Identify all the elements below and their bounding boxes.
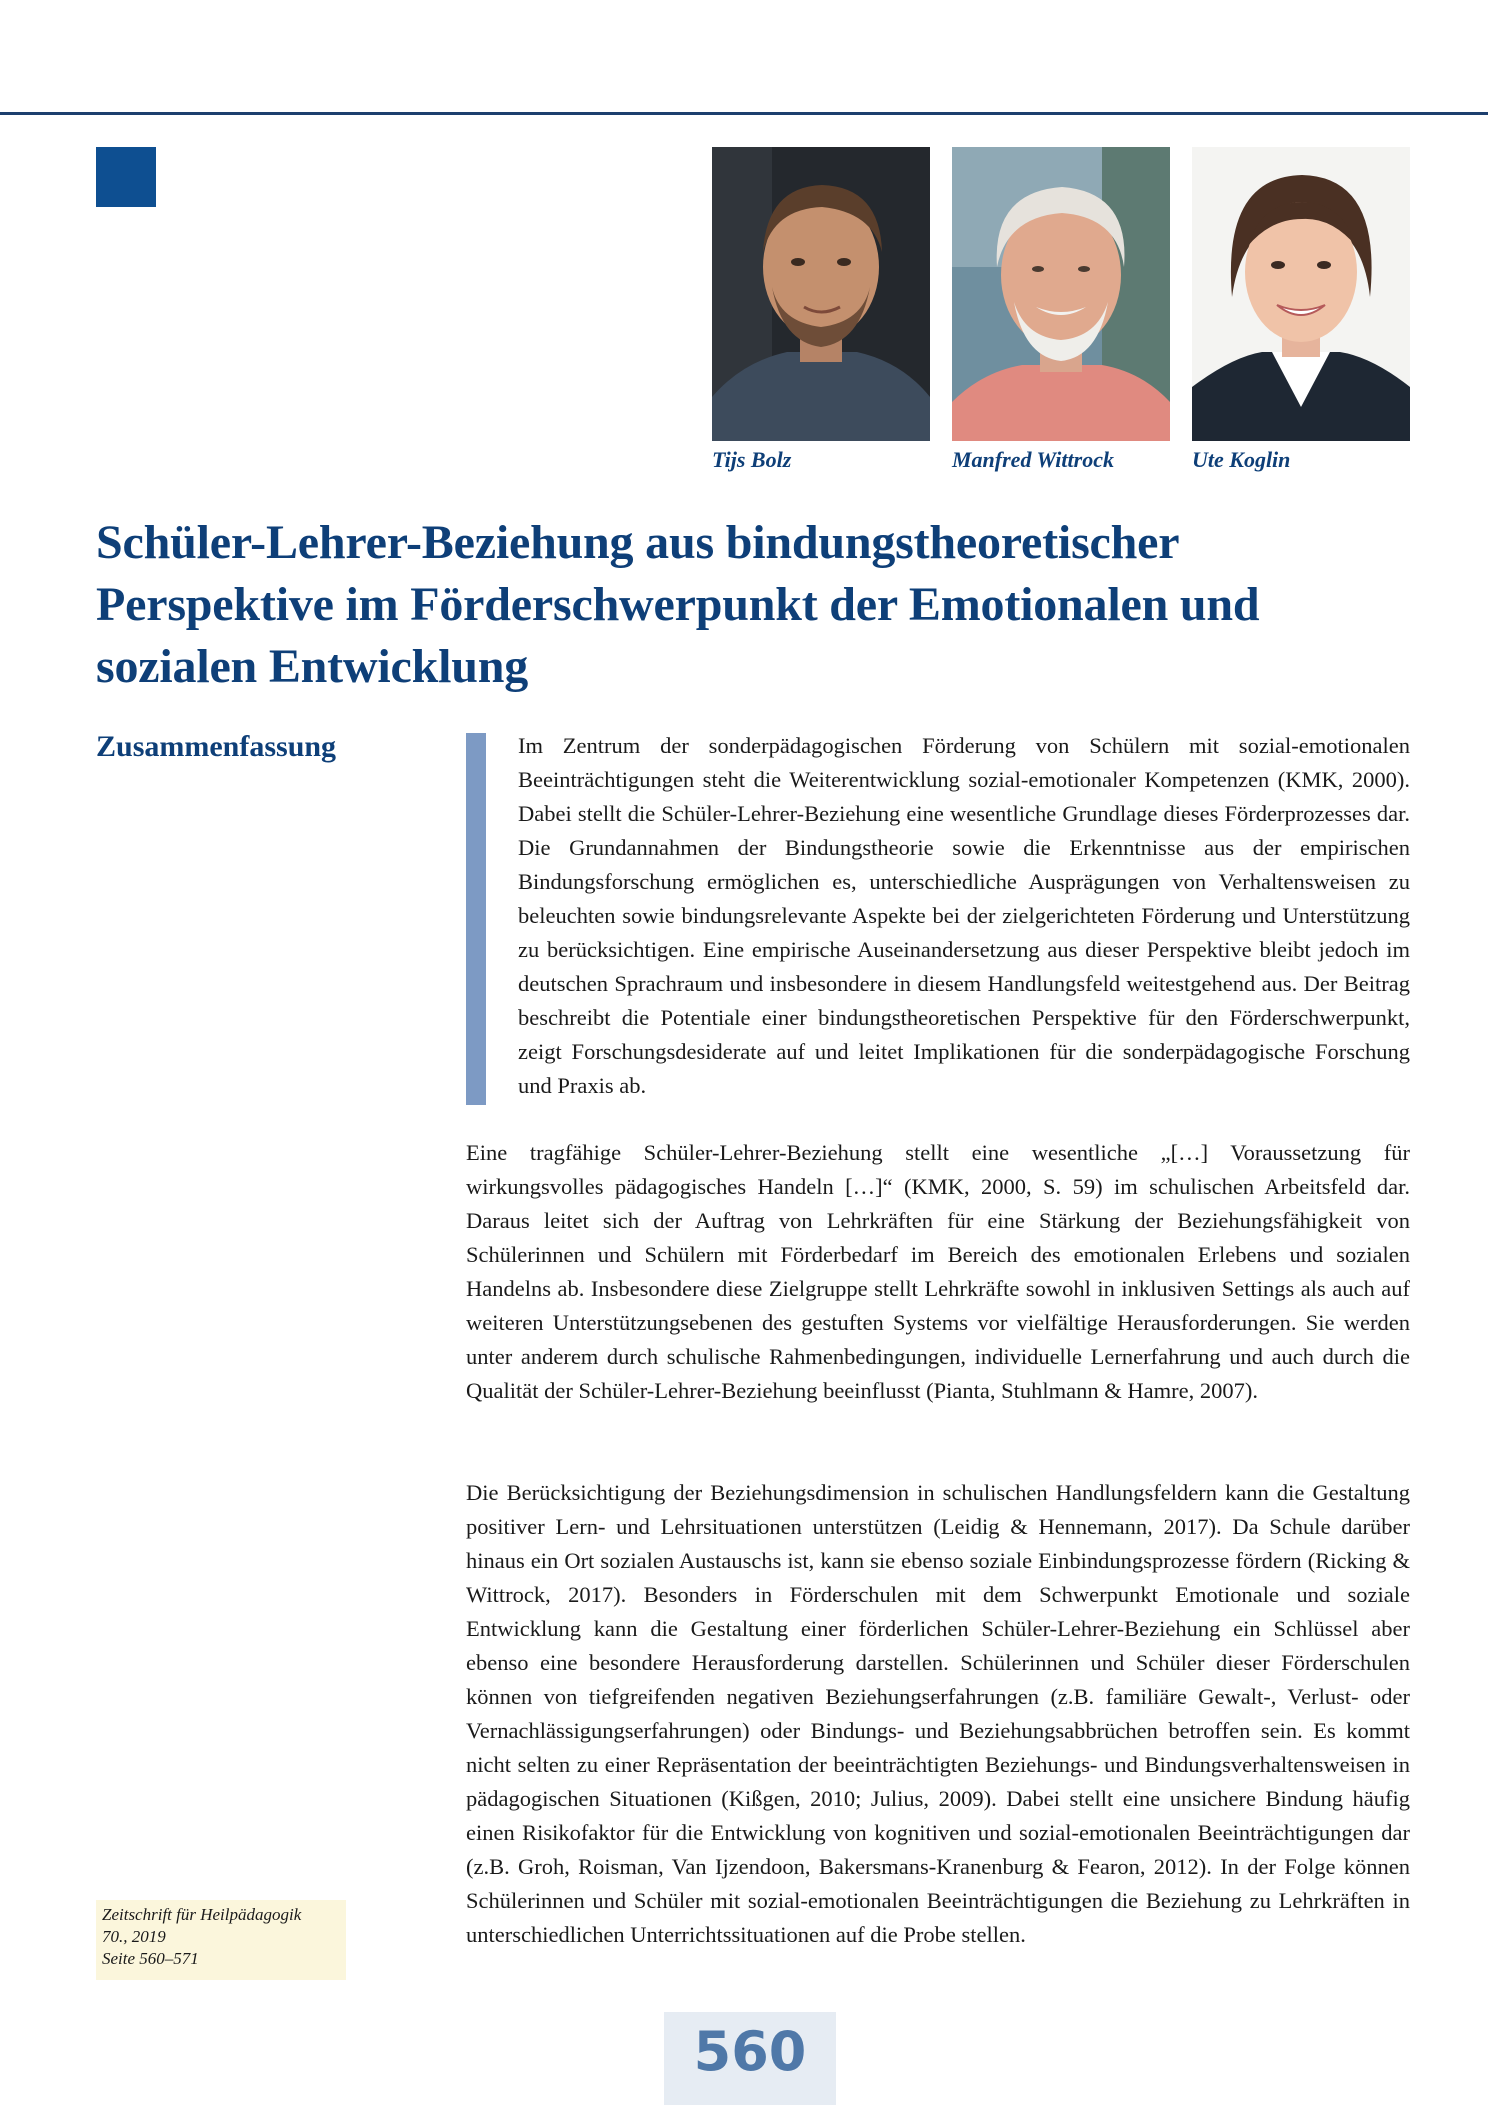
journal-citation-box bbox=[96, 1900, 346, 1980]
author-tijs-bolz bbox=[712, 147, 930, 473]
author-photo-2 bbox=[952, 147, 1170, 441]
portrait-older-man-image bbox=[952, 147, 1170, 441]
accent-square bbox=[96, 147, 156, 207]
author-name: Ute Koglin bbox=[1192, 447, 1291, 472]
body-paragraph-1: Eine tragfähige Schüler-Lehrer-Beziehung stellt eine wesentliche „[…] Voraussetzung für wirkungsvolles pädagogisches Handeln […]“ (KMK, 2000, S. 59) im schulischen Arbeitsfeld dar. Daraus leitet sich der Auftrag von Lehrkräften für eine Stärkung der Beziehungsfähigkeit von Schülerinnen und Schülern mit Förderbedarf im Bereich des emotionalen Erlebens und sozialen Handelns ab. Insbesondere diese Zielgruppe stellt Lehrkräfte sowohl in inklusiven Settings als auch auf weiteren Unterstützungsebenen des gestuften Systems vor vielfältige Herausforderungen. Sie werden unter anderem durch schulische Rahmenbedingungen, individuelle Lernerfahrung und auch durch die Qualität der Schüler-Lehrer-Beziehung beeinflusst (Pianta, Stuhlmann & Hamre, 2007). bbox=[466, 1140, 1410, 1403]
author-photo-1 bbox=[712, 147, 930, 441]
author-name: Manfred Wittrock bbox=[952, 447, 1114, 472]
portrait-woman-image bbox=[1192, 147, 1410, 441]
author-ute-koglin bbox=[1192, 147, 1410, 473]
abstract-side-bar bbox=[466, 733, 486, 1105]
author-photo-3 bbox=[1192, 147, 1410, 441]
journal-name: Zeitschrift für Heilpädagogik bbox=[102, 1905, 302, 1924]
page-number: 560 bbox=[693, 2020, 807, 2083]
body-paragraph-2: Die Berücksichtigung der Beziehungsdimension in schulischen Handlungsfeldern kann die Gestaltung positiver Lern- und Lehrsituationen unterstützen (Leidig & Hennemann, 2017). Da Schule darüber hinaus ein Ort sozialen Austauschs ist, kann sie ebenso soziale Einbindungsprozesse fördern (Ricking & Wittrock, 2017). Besonders in Förderschulen mit dem Schwerpunkt Emotionale und soziale Entwicklung kann die Gestaltung einer förderlichen Schüler-Lehrer-Beziehung ein Schlüssel aber ebenso eine besondere Herausforderung darstellen. Schülerinnen und Schüler dieser Förderschulen können von tiefgreifenden negativen Beziehungserfahrungen (z.B. familiäre Gewalt-, Verlust- oder Vernachlässigungserfahrungen) oder Bindungs- und Beziehungsabbrüchen betroffen sein. Es kommt nicht selten zu einer Repräsentation der beeinträchtigten Beziehungs- und Bindungsverhaltensweisen in pädagogischen Situationen (Kißgen, 2010; Julius, 2009). Dabei stellt eine unsichere Bindung häufig einen Risikofaktor für die Entwicklung von kognitiven und sozial-emotionalen Beeinträchtigungen dar (z.B. Groh, Roisman, Van Ijzendoon, Bakersmans-Kranenburg & Fearon, 2012). In der Folge können Schülerinnen und Schüler mit sozial-emotionalen Beeinträchtigungen die Beziehung zu Lehrkräften in unterschiedlichen Unterrichtssituationen auf die Probe stellen. bbox=[466, 1480, 1410, 1947]
author-manfred-wittrock bbox=[952, 147, 1170, 473]
article-title: Schüler-Lehrer-Beziehung aus bindungstheoretischer Perspektive im Förderschwerpunkt der Emotionalen und sozialen Entwicklung bbox=[96, 516, 1260, 693]
author-name: Tijs Bolz bbox=[712, 447, 792, 472]
abstract-text: Im Zentrum der sonderpädagogischen Förderung von Schülern mit sozial-emotionalen Beeinträchtigungen steht die Weiterentwicklung sozial-emotionaler Kompetenzen (KMK, 2000). Dabei stellt die Schüler-Lehrer-Beziehung eine wesentliche Grundlage dieses Förderprozesses dar. Die Grundannahmen der Bindungstheorie sowie die Erkenntnisse aus der empirischen Bindungsforschung ermöglichen es, unterschiedliche Ausprägungen von Verhaltensweisen zu beleuchten sowie bindungsrelevante Aspekte bei der zielgerichteten Förderung und Unterstützung zu berücksichtigen. Eine empirische Auseinandersetzung aus dieser Perspektive bleibt jedoch im deutschen Sprachraum und insbesondere in diesem Handlungsfeld weitestgehend aus. Der Beitrag beschreibt die Potentiale einer bindungstheoretischen Perspektive für den Förderschwerpunkt, zeigt Forschungsdesiderate auf und leitet Implikationen für die sonderpädagogische Forschung und Praxis ab. bbox=[518, 733, 1410, 1098]
top-rule bbox=[0, 112, 1488, 115]
abstract-heading: Zusammenfassung bbox=[96, 730, 337, 763]
journal-volume: 70., 2019 bbox=[102, 1927, 166, 1946]
page-number-box bbox=[664, 2012, 836, 2105]
journal-pages: Seite 560–571 bbox=[102, 1949, 199, 1968]
portrait-young-man-image bbox=[712, 147, 930, 441]
